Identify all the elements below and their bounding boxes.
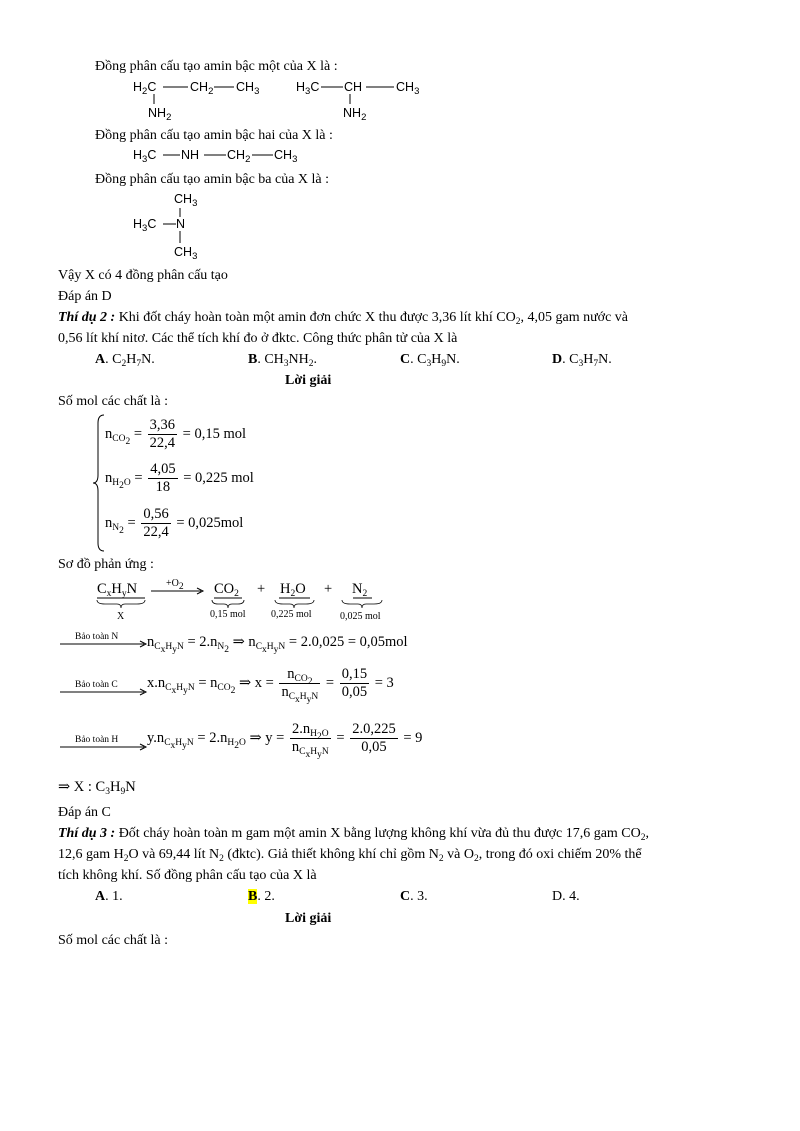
moles-co2-row: $n_{CO_2}$ = $\frac{3,36}{22,4}$ = 0,15 mol [105, 417, 247, 451]
example2-scheme-intro: Sơ đồ phản ứng : [58, 557, 154, 572]
isopropylamine-ch: CH [344, 80, 363, 94]
scheme-n2: $N_2$ [352, 581, 368, 599]
primary-amine-heading: Đồng phân cấu tạo amin bậc một của X là : [95, 59, 338, 74]
conservation-n-equation: $n_{C_xH_yN} = 2.n_{N_2}$ ⇒ $n_{C_xH_yN} = 2.0,025 = 0,05mol$ [147, 634, 408, 655]
example3-question-line3: tích không khí. Số đồng phân cấu tạo của X là [58, 868, 317, 883]
example2-final-formula: ⇒ X : $C_3H_9N$ [58, 779, 136, 797]
scheme-reactant-label: X [117, 611, 125, 622]
scheme-oxidant: $+O_2$ [166, 578, 184, 592]
example2-question-line1: Thí dụ 2 : Khi đốt cháy hoàn toàn một amin đơn chức X thu được 3,36 lít khí $CO_2$, 4,05 gam nước và [58, 310, 629, 327]
ethylmethylamine-ch3: $CH_3$ [274, 148, 298, 165]
ethylmethylamine-ch2: $CH_2$ [227, 148, 251, 165]
example2-moles-intro: Số mol các chất là : [58, 394, 169, 409]
conservation-c-label: Bảo toàn C [75, 680, 118, 690]
conservation-c-equation: $x.n_{C_xH_yN} = n_{CO_2}$ ⇒ x = $\frac{n_{CO_2}}{n_{C_xH_yN}}$ = $\frac{0,15}{0,05}$ = 3 [147, 666, 394, 705]
example2-option-c: C. $C_3H_9N$. [400, 352, 460, 369]
example2-option-d: D. $C_3H_7N$. [552, 352, 612, 369]
example3-question-line1: Thí dụ 3 : Đốt cháy hoàn toàn m gam một amin X bằng lượng không khí vừa đủ thu được 17,6 gam $CO_2$, [58, 826, 649, 843]
conservation-h-equation: $y.n_{C_xH_yN} = 2.n_{H_2O}$ ⇒ y = $\frac{2.n_{H_2O}}{n_{C_xH_yN}}$ = $\frac{2.0,225}{0,05}$ = 9 [147, 721, 423, 760]
tertiary-amine-heading: Đồng phân cấu tạo amin bậc ba của X là : [95, 172, 330, 187]
propylamine-nh2: $NH_2$ [148, 106, 172, 123]
example2-answer: Đáp án C [58, 805, 111, 820]
trimethylamine-bottom: $CH_3$ [174, 245, 198, 262]
isopropylamine-structure: $H_3C$ [296, 80, 320, 97]
example3-option-a: A. 1. [95, 889, 123, 904]
conservation-n-label: Bảo toàn N [75, 632, 119, 642]
example3-moles-intro: Số mol các chất là : [58, 933, 169, 948]
example2-solution-title: Lời giải [285, 373, 332, 388]
isopropylamine-ch3: $CH_3$ [396, 80, 420, 97]
scheme-reactant: $C_xH_yN$ [97, 581, 138, 599]
example2-question-line2: 0,56 lít khí nitơ. Các thể tích khí đo ở đktc. Công thức phân tử của X là [58, 331, 458, 346]
trimethylamine-left: $H_3C$ [133, 217, 157, 234]
example1-conclusion: Vậy X có 4 đồng phân cấu tạo [58, 268, 228, 283]
example3-solution-title: Lời giải [285, 911, 332, 926]
example3-question-line2: 12,6 gam $H_2O$ và 69,44 lít $N_2$ (đktc). Giả thiết không khí chỉ gồm $N_2$ và $O_2$, trong đó oxi chiếm 20% thể [58, 847, 642, 864]
secondary-amine-heading: Đồng phân cấu tạo amin bậc hai của X là : [95, 128, 333, 143]
scheme-h2o: $H_2O$ [280, 581, 306, 599]
scheme-n2-mol: 0,025 mol [340, 611, 381, 622]
example1-answer: Đáp án D [58, 289, 112, 304]
scheme-plus-2: + [324, 581, 333, 597]
scheme-co2-mol: 0,15 mol [210, 609, 246, 620]
highlighted-answer: B [248, 889, 258, 904]
isopropylamine-nh2: $NH_2$ [343, 106, 367, 123]
moles-n2-row: $n_{N_2}$ = $\frac{0,56}{22,4}$ = 0,025mol [105, 506, 244, 540]
propylamine-ch3: $CH_3$ [236, 80, 260, 97]
trimethylamine-n: N [176, 217, 186, 231]
scheme-h2o-mol: 0,225 mol [271, 609, 312, 620]
example3-option-d: D. 4. [552, 889, 580, 904]
ethylmethylamine-structure: $H_3C$ [133, 148, 157, 165]
example3-option-c: C. 3. [400, 889, 428, 904]
scheme-plus-1: + [257, 581, 266, 597]
example2-option-a: A. $C_2H_7N$. [95, 352, 155, 369]
ethylmethylamine-nh: NH [181, 148, 200, 162]
propylamine-structure: $H_2C$ [133, 80, 157, 97]
conservation-h-label: Bảo toàn H [75, 735, 119, 745]
example3-option-b: B. 2. [248, 889, 275, 904]
example2-option-b: B. $CH_3NH_2$. [248, 352, 318, 369]
trimethylamine-top: $CH_3$ [174, 192, 198, 209]
moles-h2o-row: $n_{H_2O}$ = $\frac{4,05}{18}$ = 0,225 mol [105, 461, 254, 495]
scheme-co2: $CO_2$ [214, 581, 239, 599]
propylamine-ch2: $CH_2$ [190, 80, 214, 97]
